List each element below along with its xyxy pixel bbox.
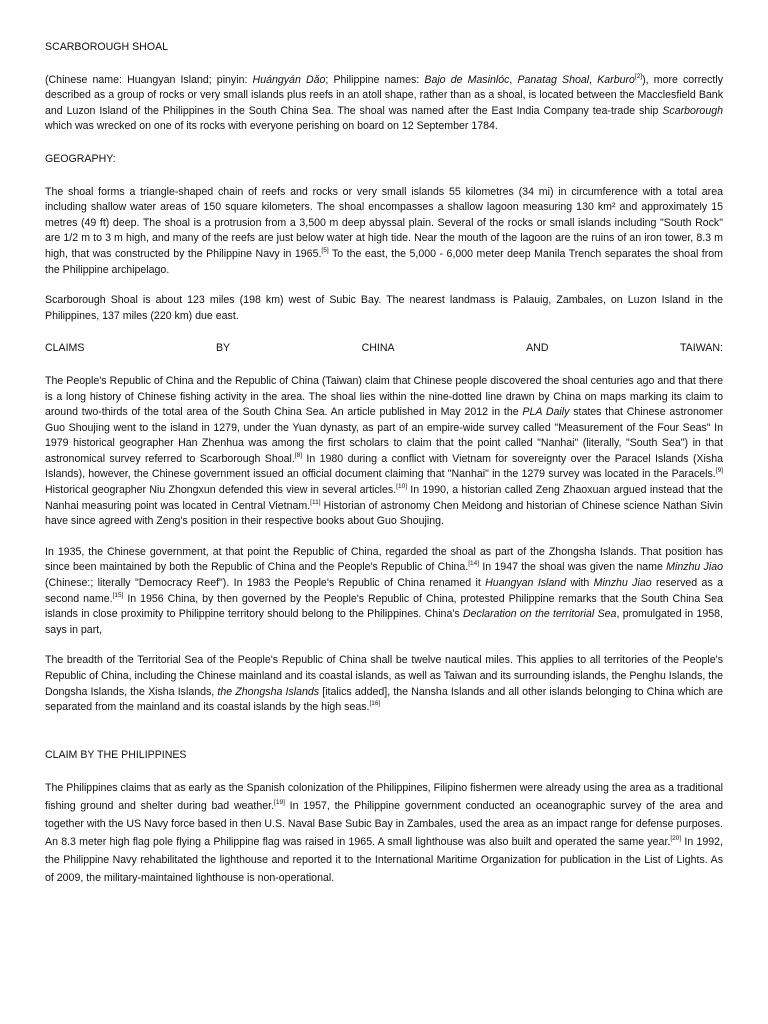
heading-word: BY	[215, 342, 231, 355]
document-name: Declaration on the territorial Sea	[462, 608, 617, 621]
china-history-paragraph	[45, 545, 723, 639]
heading-word: TAIWAN:	[680, 342, 723, 355]
paragraph-text: with	[566, 577, 594, 590]
paragraph-text: Historical geographer Niu Zhongxun defended this view in several articles.	[45, 484, 397, 497]
publication-name: PLA Daily	[522, 406, 570, 419]
intro-text: ,	[589, 73, 598, 86]
philippines-claim-paragraph	[45, 780, 723, 887]
paragraph-text: In 1956 China, by then governed by the People's Republic of China, protested Philippine remarks that the South China Sea islands in close proximity to Philippine territory should belong to the Philippines. China's	[45, 592, 723, 621]
section-heading-claims-china	[45, 341, 723, 357]
paragraph-text: [italics added], the Nansha Islands and all other islands belonging to China which are separated from the mainland and its coastal islands by the high seas.	[45, 685, 723, 714]
heading-word: CLAIMS	[45, 342, 85, 355]
geography-paragraph	[45, 185, 723, 279]
place-name: the Zhongsha Islands	[217, 685, 320, 698]
citation-link[interactable]: [10]	[396, 483, 407, 491]
paragraph-text: The Philippines claims that as early as the Spanish colonization of the Philippines, Filipino fishermen were already using the area as a traditional fishing ground and shelter during bad weather.	[45, 782, 723, 813]
heading-word: AND	[526, 342, 549, 355]
territorial-sea-quote	[45, 653, 723, 715]
citation-link[interactable]: [15]	[112, 591, 124, 599]
citation-link[interactable]: [20]	[670, 835, 682, 843]
paragraph-text: In 1957, the Philippine government conducted an oceanographic survey of the area and together with the US Navy force based in then U.S. Naval Base Subic Bay in Zambales, used the area as an impact range for defense purposes. An 8.3 meter high flag pole flying a Philippine flag was raised in 1965. A small lighthouse was also built and operated the same year.	[45, 800, 723, 849]
paragraph-text: In 1947 the shoal was given the name	[479, 561, 667, 574]
paragraph-text: reserved as a second name.	[45, 577, 723, 605]
paragraph-text: The People's Republic of China and the Republic of China (Taiwan) claim that Chinese people discovered the shoal centuries ago and that there is a long history of Chinese fishing activity in the area. The shoal lies within the nine-dotted line drawn by China on maps marking its claim to around two-thirds of the total area of the South China Sea. An article published in May 2012 in the	[45, 374, 723, 419]
philippine-name: Panatag Shoal	[517, 73, 590, 86]
philippine-name: Karburo	[597, 73, 635, 86]
paragraph-text: In 1990, a historian called Zeng Zhaoxuan argued instead that the Nanhai measuring point was located in Central Vietnam.	[45, 484, 723, 512]
citation-link[interactable]: [9]	[715, 467, 723, 475]
pinyin-name: Huángyán Dǎo	[252, 73, 326, 86]
paragraph-text: Historian of astronomy Chen Meidong and historian of Chinese science Nathan Sivin have since agreed with Zeng's position in their respective books about Guo Shoujing.	[45, 499, 723, 528]
citation-link[interactable]: [5]	[321, 246, 329, 254]
paragraph-text: In 1980 during a conflict with Vietnam for sovereignty over the Paracel Islands (Xisha Islands), however, the Chinese government issued an official document claiming that "Nanhai" in the 1279 survey was located in the Paracels.	[45, 452, 723, 481]
paragraph-text: (Chinese:; literally "Democracy Reef"). In 1983 the People's Republic of China renamed it	[45, 577, 486, 590]
china-claim-paragraph	[45, 374, 723, 530]
paragraph-text: To the east, the 5,000 - 6,000 meter deep Manila Trench separates the shoal from the Philippine archipelago.	[45, 247, 723, 276]
intro-text: ,	[509, 73, 518, 86]
place-name: Minzhu Jiao	[666, 561, 723, 574]
citation-link[interactable]: [2]	[634, 72, 643, 80]
ship-name: Scarborough	[662, 104, 723, 117]
citation-link[interactable]: [8]	[294, 451, 303, 459]
paragraph-text: The shoal forms a triangle-shaped chain of reefs and rocks or very small islands 55 kilometres (34 mi) in circumference with a total area including shallow water areas of 150 square kilometers. The shoal encompasses a shallow lagoon measuring 130 km² and approximately 15 metres (49 ft) deep. The shoal is a protrusion from a 3,500 m deep abyssal plain. Several of the rocks or small islands including "South Rock" are 1/2 m to 3 m high, and many of the reefs are just below water at high tide. Near the mouth of the lagoon are the ruins of an iron tower, 8.3 m high, that was constructed by the Philippine Navy in 1965.	[45, 185, 723, 260]
intro-paragraph	[45, 73, 723, 135]
heading-word: CHINA	[361, 342, 395, 355]
intro-text: which was wrecked on one of its rocks with everyone perishing on board on 12 September 1784.	[45, 120, 498, 133]
document-title: SCARBOROUGH SHOAL	[45, 41, 169, 53]
paragraph-text: In 1992, the Philippine Navy rehabilitated the lighthouse and reported it to the International Maritime Organization for publication in the List of Lights. As of 2009, the military-maintained lighthouse is non-operational.	[45, 836, 723, 884]
section-heading-geography: GEOGRAPHY:	[45, 152, 116, 165]
intro-text: (Chinese name: Huangyan Island; pinyin:	[45, 73, 253, 86]
paragraph-text: In 1935, the Chinese government, at that point the Republic of China, regarded the shoal as part of the Zhongsha Islands. That position has since been maintained by both the Republic of China and the People's Republic of China.	[45, 545, 723, 574]
paragraph-text: The breadth of the Territorial Sea of the People's Republic of China shall be twelve nautical miles. This applies to all territories of the People's Republic of China, including the Chinese mainland and its coastal islands, as well as Taiwan and its surrounding islands, the Penghu Islands, the Dongsha Islands, the Xisha Islands,	[45, 654, 723, 698]
place-name: Huangyan Island	[485, 577, 567, 590]
citation-link[interactable]: [19]	[274, 799, 285, 807]
intro-text: ; Philippine names:	[325, 73, 425, 86]
geography-paragraph-2: Scarborough Shoal is about 123 miles (198 km) west of Subic Bay. The nearest landmass is Palauig, Zambales, on Luzon Island in the Philippines, 137 miles (220 km) due east.	[45, 294, 723, 322]
citation-link[interactable]: [16]	[369, 700, 381, 708]
section-heading-philippines: CLAIM BY THE PHILIPPINES	[45, 748, 187, 761]
document-page	[45, 40, 723, 888]
intro-text: ), more correctly described as a group of rocks or very small islands plus reefs in an atoll shape, rather than as a shoal, is located between the Macclesfield Bank and Luzon Island of the Philippines in the South China Sea. The shoal was named after the East India Company tea-trade ship	[45, 73, 723, 117]
paragraph-text: , promulgated in 1958, says in part,	[45, 608, 723, 636]
paragraph-text: states that Chinese astronomer Guo Shoujing went to the island in 1279, under the Yuan dynasty, as part of an empire-wide survey called "Measurement of the Four Seas" In 1979 historical geographer Han Zhenhua was among the first scholars to claim that the point called "Nanhai" (literally, "South Sea") in that astronomical survey referred to Scarborough Shoal.	[45, 406, 723, 465]
philippine-name: Bajo de Masinlóc	[424, 73, 510, 86]
citation-link[interactable]: [14]	[468, 560, 480, 568]
place-name: Minzhu Jiao	[593, 577, 652, 590]
citation-link[interactable]: [11]	[310, 498, 321, 506]
